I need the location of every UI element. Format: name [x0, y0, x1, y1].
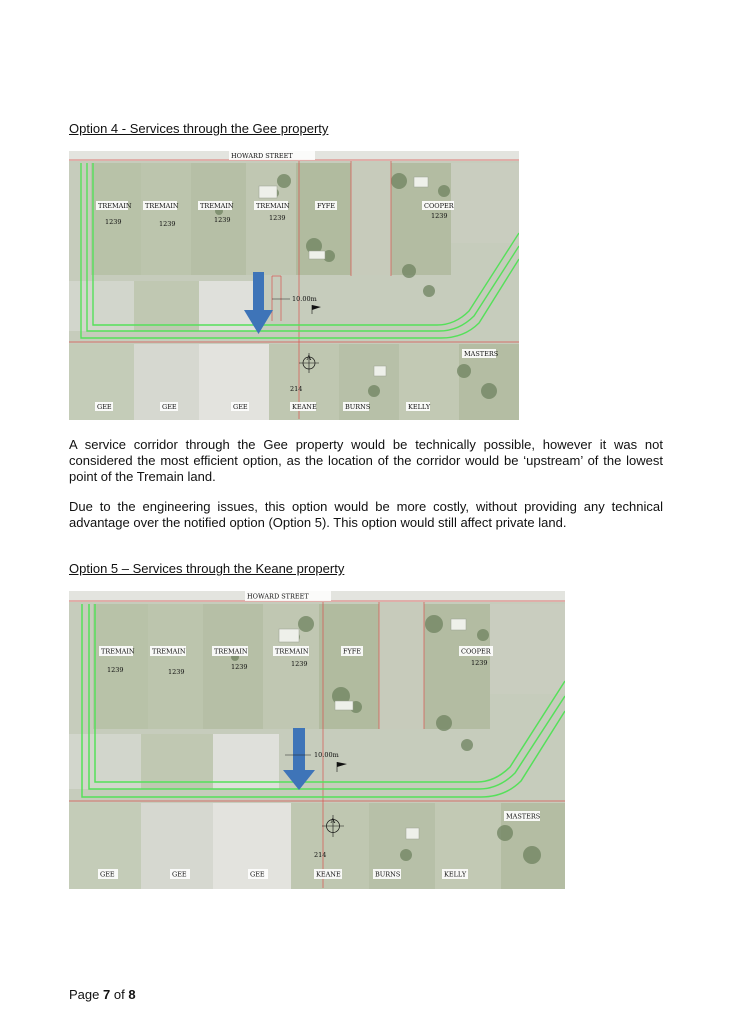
- option4-lot-number-3: 1239: [214, 216, 231, 224]
- option5-lot-masters: MASTERS: [506, 812, 541, 821]
- option5-dimension: 10.00m: [314, 751, 339, 759]
- option4-lot-burns: BURNS: [345, 403, 371, 411]
- option5-lot-214: 214: [314, 851, 327, 859]
- option5-lot-gee-3: GEE: [250, 870, 265, 879]
- option5-lot-tremain-2: TREMAIN: [152, 647, 186, 656]
- option4-lot-214: 214: [290, 385, 303, 393]
- option5-lot-keane: KEANE: [316, 870, 341, 879]
- option4-paragraph-1: A service corridor through the Gee property would be technically possible, however it was not considered the most efficient option, as the location of the corridor would be ‘upstream’ of the lowest point of the Tremain land.: [69, 437, 663, 484]
- option5-lot-burns: BURNS: [375, 870, 401, 879]
- footer-page-word: Page: [69, 987, 100, 1002]
- option5-lot-cooper: COOPER: [461, 647, 491, 656]
- page-footer: [69, 987, 136, 1002]
- option4-lot-tremain-2: TREMAIN: [145, 202, 179, 210]
- option4-lot-keane: KEANE: [292, 403, 317, 411]
- option4-lot-tremain-1: TREMAIN: [98, 202, 132, 210]
- option4-lot-number-5: 1239: [431, 212, 448, 220]
- option5-lot-number-3: 1239: [231, 663, 248, 671]
- option4-lot-tremain-3: TREMAIN: [200, 202, 234, 210]
- option4-lot-gee-3: GEE: [233, 403, 248, 411]
- option5-street-label: HOWARD STREET: [247, 592, 309, 601]
- option5-section-marker: A: [330, 817, 336, 825]
- option4-lot-kelly: KELLY: [408, 403, 431, 411]
- option4-paragraph-2: Due to the engineering issues, this option would be more costly, without providing any technical advantage over the notified option (Option 5). This option would still affect private land.: [69, 499, 663, 530]
- option4-lot-number-1: 1239: [105, 218, 122, 226]
- option5-lot-number-5: 1239: [471, 659, 488, 667]
- option4-section-marker: A: [306, 354, 312, 362]
- option4-lot-masters: MASTERS: [464, 350, 499, 358]
- footer-page-number: 7: [103, 987, 111, 1002]
- option5-lot-number-4: 1239: [291, 660, 308, 668]
- footer-page-total: 8: [128, 987, 136, 1002]
- option5-lot-tremain-4: TREMAIN: [275, 647, 309, 656]
- option4-lot-fyfe: FYFE: [317, 202, 336, 210]
- option4-lot-number-4: 1239: [269, 214, 286, 222]
- option5-lot-gee-2: GEE: [172, 870, 187, 879]
- option4-lot-gee-2: GEE: [162, 403, 177, 411]
- option4-lot-gee-1: GEE: [97, 403, 112, 411]
- footer-of-word: of: [113, 987, 125, 1002]
- option5-lot-tremain-1: TREMAIN: [101, 647, 135, 656]
- option5-heading: Option 5 – Services through the Keane property: [69, 561, 345, 576]
- option5-lot-kelly: KELLY: [444, 870, 467, 879]
- option4-lot-number-2: 1239: [159, 220, 176, 228]
- option4-dimension: 10.00m: [292, 295, 317, 303]
- option4-street-label: HOWARD STREET: [231, 152, 293, 160]
- option5-lot-fyfe: FYFE: [343, 647, 362, 656]
- option5-lot-gee-1: GEE: [100, 870, 115, 879]
- option4-site-plan: [69, 151, 519, 420]
- option5-lot-number-1: 1239: [107, 666, 124, 674]
- option5-lot-number-2: 1239: [168, 668, 185, 676]
- option4-lot-cooper: COOPER: [424, 202, 454, 210]
- option4-lot-tremain-4: TREMAIN: [256, 202, 290, 210]
- option5-lot-tremain-3: TREMAIN: [214, 647, 248, 656]
- option5-site-plan: [69, 591, 565, 889]
- option4-heading: Option 4 - Services through the Gee property: [69, 121, 329, 136]
